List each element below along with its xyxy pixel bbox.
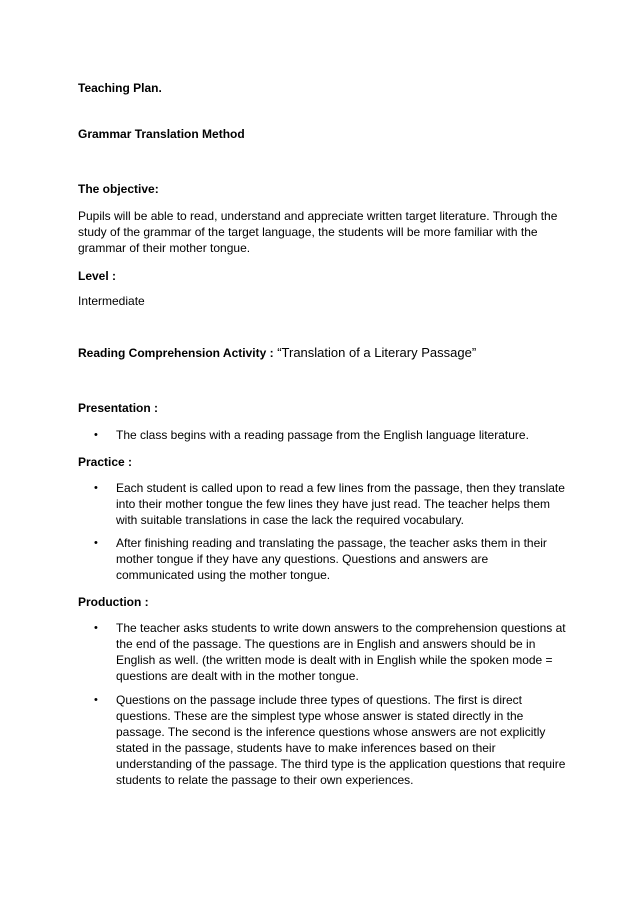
objective-paragraph	[78, 208, 568, 256]
list-item-line: After finishing reading and translating the passage, the teacher asks them in their	[116, 536, 547, 550]
list-item-line: students to relate the passage to their own experiences.	[116, 773, 414, 787]
list-item-line: understanding of the passage. The third type is the application questions that require	[116, 757, 566, 771]
list-item-line: stated in the passage, students have to make inferences based on their	[116, 741, 496, 755]
practice-heading: Practice :	[78, 455, 133, 469]
activity-label: Reading Comprehension Activity :	[78, 346, 274, 360]
list-item-line: questions are dealt with in the mother tongue.	[116, 669, 359, 683]
presentation-heading: Presentation :	[78, 401, 159, 415]
list-item-line: into their mother tongue the few lines they have just read. The teacher helps them	[116, 497, 551, 511]
activity-title: “Translation of a Literary Passage”	[273, 345, 477, 360]
level-heading: Level :	[78, 269, 117, 283]
objective-line: grammar of their mother tongue.	[78, 241, 251, 255]
list-item-line: Questions on the passage include three types of questions. The first is direct	[116, 693, 523, 707]
method-heading: Grammar Translation Method	[78, 127, 245, 141]
bullet-icon: •	[94, 429, 98, 441]
list-item-line: questions. These are the simplest type whose answer is stated directly in the	[116, 709, 524, 723]
list-item-line: Each student is called upon to read a few lines from the passage, then they translate	[116, 481, 565, 495]
list-item-line: The teacher asks students to write down answers to the comprehension questions at	[116, 621, 566, 635]
list-item-line: communicated using the mother tongue.	[116, 568, 331, 582]
list-item-line: English as well. (the written mode is dealt with in English while the spoken mode =	[116, 653, 553, 667]
bullet-icon: •	[94, 622, 98, 634]
list-item-line: the end of the passage. The questions are in English and answers should be in	[116, 637, 536, 651]
document-title: Teaching Plan.	[78, 81, 162, 95]
objective-line: study of the grammar of the target language, the students will be more familiar with the	[78, 225, 538, 239]
objective-heading: The objective:	[78, 182, 159, 196]
level-value: Intermediate	[78, 294, 145, 308]
production-heading: Production :	[78, 595, 149, 609]
list-item-line: with suitable translations in case the lack the required vocabulary.	[116, 513, 464, 527]
bullet-icon: •	[94, 694, 98, 706]
list-item-line: mother tongue if they have any questions. Questions and answers are	[116, 552, 489, 566]
bullet-icon: •	[94, 482, 98, 494]
bullet-icon: •	[94, 537, 98, 549]
activity-heading	[78, 345, 568, 361]
list-item-line: passage. The second is the inference questions whose answers are not explicitly	[116, 725, 546, 739]
list-item-line: The class begins with a reading passage from the English language literature.	[116, 428, 529, 442]
objective-line: Pupils will be able to read, understand and appreciate written target literature. Through the	[78, 209, 558, 223]
